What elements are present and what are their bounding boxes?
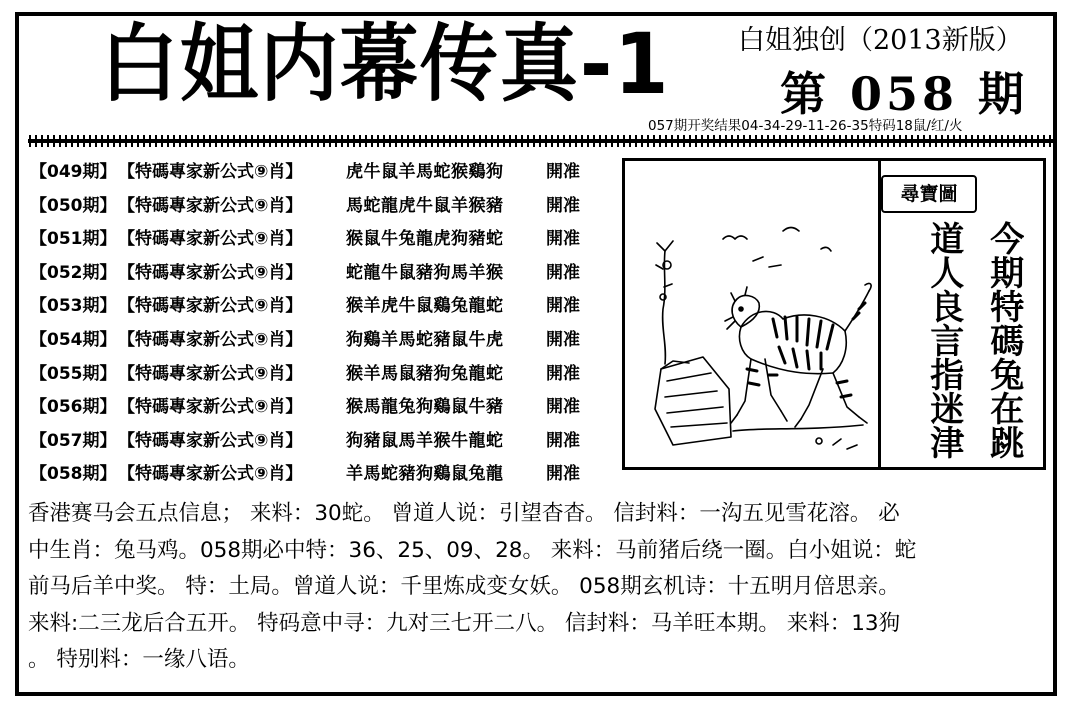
page-title: 白姐内幕传真-1: [100, 15, 671, 113]
info-line: 香港赛马会五点信息； 来料：30蛇。 曾道人说：引望杳杳。 信封料：一沟五见雪花溶。 必: [28, 501, 900, 526]
info-line: 。 特别料：一缘八语。: [28, 647, 250, 672]
record-zodiac: 羊馬蛇豬狗鷄鼠兔龍: [346, 464, 504, 485]
record-zodiac: 狗鷄羊馬蛇豬鼠牛虎: [346, 329, 504, 350]
record-formula: 【特碼專家新公式⑨肖】: [118, 464, 303, 485]
record-period: 【056期】: [30, 397, 117, 418]
record-formula: 【特碼專家新公式⑨肖】: [118, 363, 303, 384]
record-zodiac: 猴羊虎牛鼠鷄兔龍蛇: [346, 296, 504, 317]
record-row-056: [30, 391, 600, 425]
record-row-057: [30, 425, 600, 459]
previous-draw-result: 057期开奖结果04-34-29-11-26-35特码18鼠/红/火: [648, 118, 963, 134]
record-zodiac: 馬蛇龍虎牛鼠羊猴豬: [346, 195, 504, 216]
prediction-record-list: [30, 156, 600, 492]
tiger-sketch-illustration: [633, 169, 877, 461]
record-row-053: [30, 290, 600, 324]
record-period: 【050期】: [30, 195, 117, 216]
record-period: 【051期】: [30, 229, 117, 250]
record-status: 開准: [546, 430, 580, 451]
record-period: 【055期】: [30, 363, 117, 384]
record-status: 開准: [546, 195, 580, 216]
record-period: 【058期】: [30, 464, 117, 485]
record-period: 【049期】: [30, 162, 117, 182]
info-line: 前马后羊中奖。 特：土局。曾道人说：千里炼成变女妖。 058期玄机诗：十五明月倍思亲。: [28, 574, 900, 599]
verse-left-column: 道人良言指迷津: [923, 221, 964, 459]
info-line: 来料:二三龙后合五开。 特码意中寻：九对三七开二八。 信封料：马羊旺本期。 来料：13狗: [28, 610, 901, 636]
record-status: 開准: [546, 296, 580, 317]
record-row-058: [30, 458, 600, 492]
record-formula: 【特碼專家新公式⑨肖】: [118, 397, 303, 418]
record-formula: 【特碼專家新公式⑨肖】: [118, 195, 303, 216]
record-status: 開准: [546, 363, 580, 384]
record-status: 開准: [546, 464, 580, 485]
treasure-map-title: 尋寶圖: [881, 175, 977, 213]
record-formula: 【特碼專家新公式⑨肖】: [118, 329, 303, 350]
record-zodiac: 蛇龍牛鼠豬狗馬羊猴: [346, 262, 504, 283]
record-status: 開准: [546, 229, 580, 250]
record-row-052: [30, 257, 600, 291]
verse-right-column: 今期特碼兔在跳: [983, 221, 1024, 459]
record-row-050: [30, 190, 600, 224]
record-row-049: [30, 156, 600, 190]
record-zodiac: 猴鼠牛兔龍虎狗豬蛇: [346, 229, 504, 250]
decorative-divider: [28, 134, 1054, 148]
record-zodiac: 猴馬龍兔狗鷄鼠牛豬: [346, 397, 504, 418]
record-period: 【053期】: [30, 296, 117, 317]
record-period: 【057期】: [30, 430, 117, 451]
info-paragraph: [28, 496, 1038, 679]
record-formula: 【特碼專家新公式⑨肖】: [118, 262, 303, 283]
record-formula: 【特碼專家新公式⑨肖】: [118, 430, 303, 451]
record-status: 開准: [546, 397, 580, 418]
record-status: 開准: [546, 262, 580, 283]
record-row-055: [30, 358, 600, 392]
record-formula: 【特碼專家新公式⑨肖】: [118, 162, 303, 182]
record-period: 【054期】: [30, 329, 117, 350]
info-line: 中生肖：兔马鸡。058期必中特：36、25、09、28。 来料：马前猪后绕一圈。白小姐说：蛇: [28, 537, 917, 563]
record-status: 開准: [546, 162, 580, 182]
record-formula: 【特碼專家新公式⑨肖】: [118, 296, 303, 317]
treasure-map-box: [622, 158, 1046, 470]
issue-number: 第 058 期: [780, 67, 1029, 121]
edition-label: 白姐独创（2013新版）: [738, 25, 1023, 56]
record-formula: 【特碼專家新公式⑨肖】: [118, 229, 303, 250]
record-zodiac: 狗豬鼠馬羊猴牛龍蛇: [346, 430, 504, 451]
record-zodiac: 虎牛鼠羊馬蛇猴鷄狗: [346, 162, 504, 182]
record-zodiac: 猴羊馬鼠豬狗兔龍蛇: [346, 363, 504, 384]
record-period: 【052期】: [30, 262, 117, 283]
record-row-054: [30, 324, 600, 358]
record-status: 開准: [546, 329, 580, 350]
record-row-051: [30, 223, 600, 257]
